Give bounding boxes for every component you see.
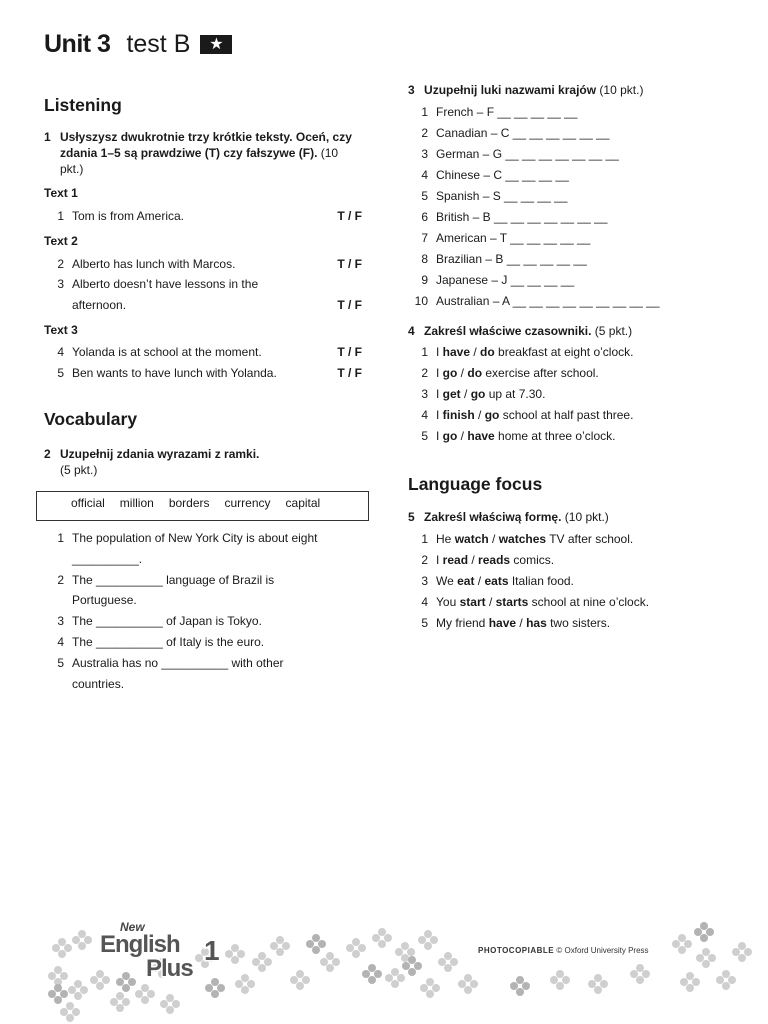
ex3-instruction-text: Uzupełnij luki nazwami krajów: [424, 83, 597, 97]
verb-option[interactable]: do: [467, 366, 483, 380]
tf-choice[interactable]: T / F: [337, 257, 362, 271]
ex3-item[interactable]: 4 Chinese – C __ __ __ __: [421, 168, 569, 182]
ex3-item[interactable]: 7 American – T __ __ __ __ __: [421, 231, 591, 245]
verb-option[interactable]: do: [480, 345, 495, 359]
english-plus-logo: [98, 918, 238, 987]
ex5-item[interactable]: 4 You start / starts school at nine o’clock.: [421, 595, 650, 609]
ex5-instruction-text: Zakreśl właściwą formę.: [424, 510, 562, 524]
ex3-number: 3: [408, 83, 415, 97]
tf-choice[interactable]: T / F: [337, 366, 362, 380]
svg-text:1: 1: [204, 935, 220, 966]
svg-text:Plus: Plus: [146, 955, 193, 982]
ex3-item[interactable]: 8 Brazilian – B __ __ __ __ __: [421, 252, 587, 266]
ex3-item[interactable]: 5 Spanish – S __ __ __ __: [421, 189, 568, 203]
vocabulary-heading: Vocabulary: [44, 409, 138, 429]
tf-choice[interactable]: T / F: [337, 298, 362, 312]
form-option[interactable]: watch: [454, 532, 489, 546]
ex3-instruction: [408, 82, 738, 98]
verb-option[interactable]: have: [442, 345, 471, 359]
ex1-instruction: [44, 129, 354, 177]
ex1-instruction-text: Usłyszysz dwukrotnie trzy krótkie teksty. Oceń, czy zdania 1–5 są prawdziwe (T) czy fałszywe (F).: [60, 130, 352, 160]
word-box-item: borders: [168, 496, 210, 510]
form-option[interactable]: have: [488, 616, 517, 630]
text2-label: Text 2: [44, 234, 78, 248]
tf-choice[interactable]: T / F: [337, 345, 362, 359]
ex3-item[interactable]: 6 British – B __ __ __ __ __ __ __: [421, 210, 608, 224]
ex3-item[interactable]: 9 Japanese – J __ __ __ __: [421, 273, 575, 287]
ex2-instruction: [44, 446, 354, 478]
ex3-item[interactable]: 3 German – G __ __ __ __ __ __ __: [421, 147, 619, 161]
verb-option[interactable]: get: [442, 387, 461, 401]
ex2-item-3[interactable]: 3 The __________ of Japan is Tokyo.: [57, 614, 262, 628]
text1-label: Text 1: [44, 186, 78, 200]
ex2-item-5-cont: countries.: [72, 677, 125, 691]
ex2-item-1-cont[interactable]: __________.: [72, 552, 143, 566]
photocopiable-notice: [478, 946, 649, 955]
form-option[interactable]: eats: [484, 574, 509, 588]
ex3-points: (10 pkt.): [599, 83, 644, 97]
ex5-item[interactable]: 1 He watch / watches TV after school.: [421, 532, 634, 546]
form-option[interactable]: eat: [457, 574, 475, 588]
star-icon: ★: [200, 35, 232, 54]
ex1-item-3: 3 Alberto doesn’t have lessons in the: [57, 277, 259, 291]
logo-graphic: [98, 918, 238, 982]
ex4-item[interactable]: 2 I go / do exercise after school.: [421, 366, 599, 380]
verb-option[interactable]: go: [484, 408, 500, 422]
text3-label: Text 3: [44, 323, 78, 337]
ex1-item-2: 2 Alberto has lunch with Marcos. T / F: [44, 254, 362, 274]
form-option[interactable]: watches: [498, 532, 547, 546]
ex5-number: 5: [408, 510, 415, 524]
ex4-item[interactable]: 3 I get / go up at 7.30.: [421, 387, 546, 401]
language-focus-heading: Language focus: [408, 474, 543, 494]
verb-option[interactable]: finish: [442, 408, 475, 422]
tf-choice[interactable]: T / F: [337, 209, 362, 223]
ex1-item-5: 5 Ben wants to have lunch with Yolanda. T / F: [44, 363, 362, 383]
ex2-item-2[interactable]: 2 The __________ language of Brazil is: [57, 573, 275, 587]
word-box-item: currency: [224, 496, 271, 510]
page-title: [44, 30, 232, 59]
ex1-item-1: 1 Tom is from America. T / F: [44, 206, 362, 226]
ex5-item[interactable]: 2 I read / reads comics.: [421, 553, 555, 567]
unit-label: Unit 3: [44, 30, 111, 58]
verb-option[interactable]: have: [467, 429, 495, 443]
ex3-list: [408, 102, 660, 311]
form-option[interactable]: start: [459, 595, 486, 609]
ex2-item-5[interactable]: 5 Australia has no __________ with other: [57, 656, 284, 670]
ex1-number: 1: [44, 130, 51, 144]
ex5-list: [408, 529, 649, 633]
ex5-instruction: [408, 509, 738, 525]
ex2-item-4[interactable]: 4 The __________ of Italy is the euro.: [57, 635, 265, 649]
ex3-item[interactable]: 1 French – F __ __ __ __ __: [421, 105, 578, 119]
ex1-item-4: 4 Yolanda is at school at the moment. T / F: [44, 342, 362, 362]
publisher-label: © Oxford University Press: [556, 946, 649, 955]
svg-text:English: English: [100, 931, 180, 958]
ex4-item[interactable]: 4 I finish / go school at half past three.: [421, 408, 634, 422]
ex1-item-3-cont: afternoon. T / F: [44, 295, 362, 315]
ex1-points: (10 pkt.): [60, 146, 339, 176]
ex4-instruction-text: Zakreśl właściwe czasowniki.: [424, 324, 592, 338]
photocopiable-label: PHOTOCOPIABLE: [478, 946, 555, 955]
word-box-item: million: [119, 496, 154, 510]
ex2-item-1: 1 The population of New York City is about eight: [57, 531, 318, 545]
listening-heading: Listening: [44, 95, 122, 115]
ex4-instruction: [408, 323, 738, 339]
ex4-item[interactable]: 5 I go / have home at three o’clock.: [421, 429, 616, 443]
test-label: test B: [126, 30, 191, 58]
verb-option[interactable]: go: [442, 429, 458, 443]
word-box-item: official: [71, 496, 105, 510]
ex4-number: 4: [408, 324, 415, 338]
form-option[interactable]: reads: [478, 553, 511, 567]
verb-option[interactable]: go: [470, 387, 486, 401]
ex3-item[interactable]: 10 Australian – A __ __ __ __ __ __ __ __ __: [414, 294, 660, 308]
svg-text:New: New: [120, 920, 145, 934]
ex2-instruction-text: Uzupełnij zdania wyrazami z ramki.: [60, 447, 260, 461]
ex3-item[interactable]: 2 Canadian – C __ __ __ __ __ __: [421, 126, 610, 140]
word-box: [36, 491, 369, 521]
ex4-points: (5 pkt.): [594, 324, 633, 338]
ex5-points: (10 pkt.): [564, 510, 609, 524]
form-option[interactable]: starts: [495, 595, 529, 609]
ex4-item[interactable]: 1 I have / do breakfast at eight o’clock.: [421, 345, 634, 359]
ex2-item-2-cont: Portuguese.: [72, 593, 137, 607]
word-box-item: capital: [285, 496, 321, 510]
form-option[interactable]: read: [442, 553, 469, 567]
ex2-points: (5 pkt.): [60, 463, 98, 477]
ex2-number: 2: [44, 447, 51, 461]
ex4-list: [408, 342, 633, 446]
verb-option[interactable]: go: [442, 366, 458, 380]
form-option[interactable]: has: [526, 616, 547, 630]
ex5-item[interactable]: 3 We eat / eats Italian food.: [421, 574, 574, 588]
ex5-item[interactable]: 5 My friend have / has two sisters.: [421, 616, 611, 630]
